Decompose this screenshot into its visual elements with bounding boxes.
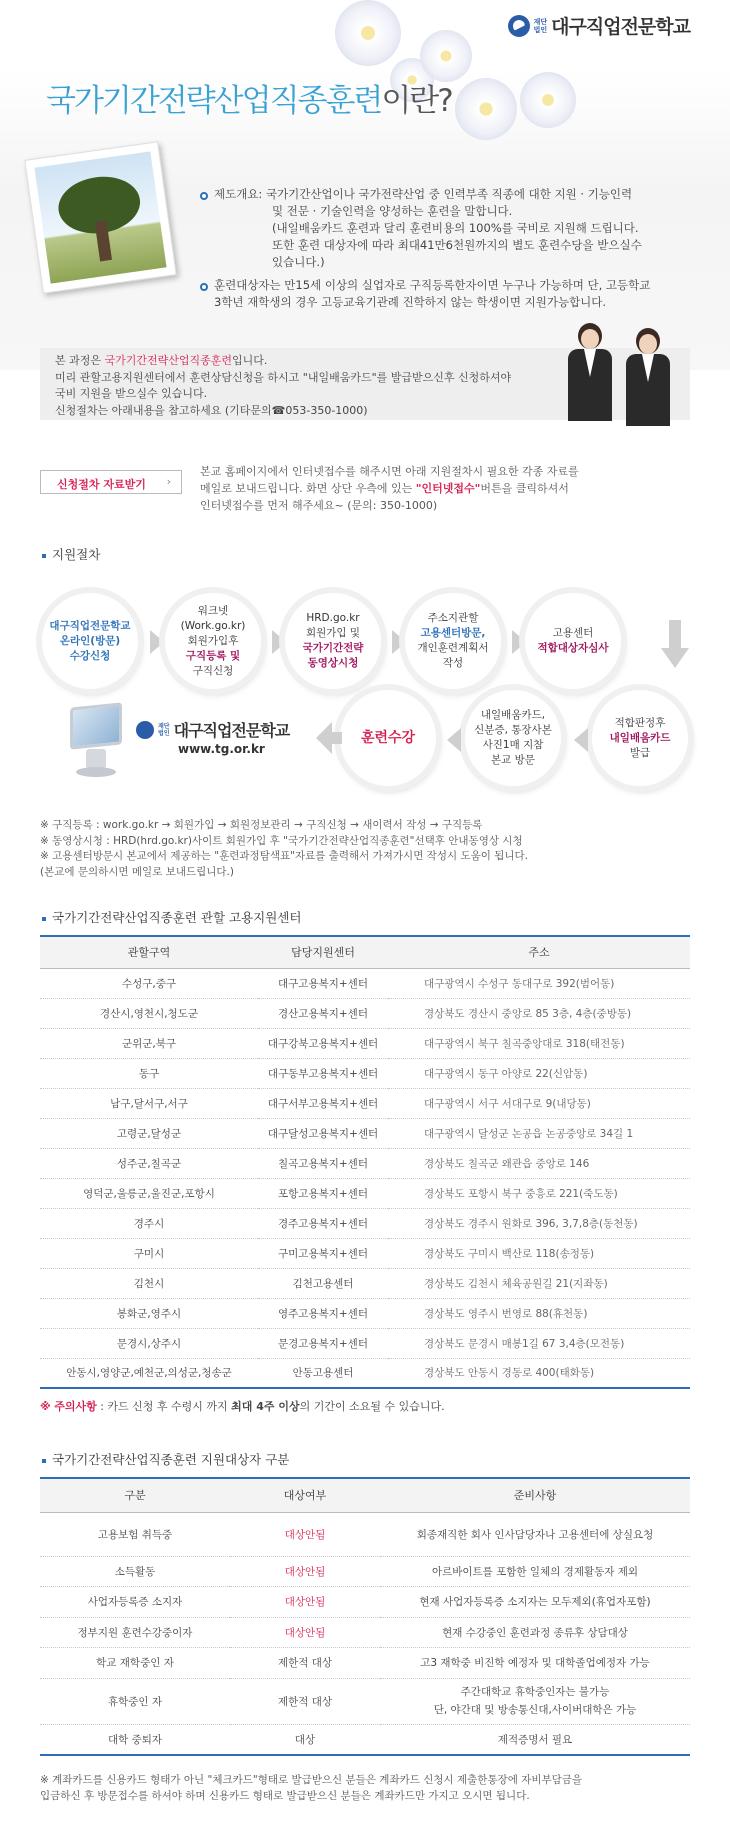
arrow-right-icon: [512, 630, 526, 654]
section-title-process: 지원절차: [42, 545, 100, 563]
text-line: 3학년 재학생의 경우 고등교육기관례 진학하지 않는 학생이면 지원가능합니다.: [214, 295, 607, 309]
table-row: [40, 1268, 690, 1298]
table-header: 준비사항: [380, 1478, 690, 1512]
table-row: [40, 1328, 690, 1358]
table-cell-address: 경상북도 포항시 북구 중흥로 221(죽도동): [388, 1178, 690, 1208]
text-line: (내일배움카드 훈련과 달리 훈련비용의 100%를 국비로 지원해 드립니다.: [272, 221, 639, 235]
table-cell-center: 김천고용센터: [258, 1268, 388, 1298]
text-line: 제도개요: 국가기간산업이나 국가전략산업 중 인력부족 직종에 대한 지원 · 기능인력: [214, 187, 633, 201]
school-url[interactable]: www.tg.or.kr: [178, 742, 265, 756]
table-cell-center: 영주고용복지+센터: [258, 1298, 388, 1328]
table-cell-center: 대구강북고용복지+센터: [258, 1028, 388, 1058]
table-cell-address: 경상북도 경주시 원화로 396, 3,7,8층(동천동): [388, 1208, 690, 1238]
text-line: 또한 훈련 대상자에 따라 최대41만6천원까지의 별도 훈련수당을 받으실수: [272, 238, 642, 252]
step-school-visit: [465, 690, 561, 786]
table-cell-area: 봉화군,영주시: [40, 1298, 258, 1328]
table-row: [40, 1238, 690, 1268]
table-cell-center: 대구고용복지+센터: [258, 968, 388, 998]
table-cell-preparation: 제적증명서 필요: [380, 1724, 690, 1755]
table-cell-preparation: 현재 사업자등록증 소지자는 모두제외(휴업자포함): [380, 1587, 690, 1618]
table-cell-preparation: 주간대학교 휴학중인자는 불가능 단, 야간대 및 방송통신대,사이버대학은 가능: [380, 1678, 690, 1724]
text-line: 있습니다.): [272, 255, 325, 269]
table-cell-category: 고용보험 취득중: [40, 1512, 230, 1556]
tree-photo: [24, 141, 176, 293]
notice-highlight: 국가기간전략산업직종훈련: [104, 354, 233, 367]
process-notes: ※ 구직등록 : work.go.kr → 회원가입 → 회원정보관리 → 구직신청 → 새이력서 작성 → 구직등록 ※ 동영상시청 : HRD(hrd.go.kr)사이트 회원가입 후 "국가기간전략산업직종훈련"선택후 안내동영상 시청 ※ 고용센터방문시 본교에서 제공하는 "훈련과정탐색표"자료를 출력해서 가져가시면 작성시 도움이 됩니다. (본교에 문의하시면 메일로 보내드립니다.): [40, 819, 528, 878]
step-worknet: [165, 593, 261, 689]
school-logo-secondary: 재단 법인 대구직업전문학교: [136, 718, 289, 741]
arrow-left-icon: [447, 728, 461, 752]
table-cell-area: 수성구,중구: [40, 968, 258, 998]
table-row: [40, 1028, 690, 1058]
table-cell-area: 군위군,북구: [40, 1028, 258, 1058]
table-cell-address: 경상북도 안동시 경동로 400(태화동): [388, 1358, 690, 1388]
step-text: 훈련수강: [360, 729, 416, 746]
step-text: 고용센터: [552, 627, 594, 639]
table-cell-preparation: 아르바이트를 포함한 일체의 경제활동자 제외: [380, 1556, 690, 1587]
table-row: [40, 1148, 690, 1178]
table-header: 구분: [40, 1478, 230, 1512]
step-text: 적합판정후: [614, 716, 666, 729]
table-cell-center: 대구동부고용복지+센터: [258, 1058, 388, 1088]
table-cell-area: 동구: [40, 1058, 258, 1088]
arrow-right-icon: [392, 630, 406, 654]
step-text: (Work.go.kr): [180, 619, 246, 632]
step-text: 대구직업전문학교: [49, 619, 131, 632]
table-cell-address: 경상북도 영주시 번영로 88(휴천동): [388, 1298, 690, 1328]
arrow-down-icon: [661, 620, 689, 670]
step-text: 개인훈련계획서: [417, 642, 489, 654]
school-logo[interactable]: [508, 12, 690, 39]
table-row: [40, 1178, 690, 1208]
step-text: 회원가입 및: [305, 627, 361, 639]
intro-item-overview: [214, 186, 642, 271]
bullet-icon: [200, 192, 208, 200]
table-cell-area: 영덕군,울릉군,울진군,포항시: [40, 1178, 258, 1208]
table-row: [40, 1587, 690, 1618]
table-row: [40, 1678, 690, 1724]
section-title-targets: 국가기간전략산업직종훈련 지원대상자 구분: [42, 1450, 289, 1468]
flower-decoration: [520, 72, 576, 128]
step-text: 국가기간전략: [302, 642, 364, 654]
table-cell-center: 포항고용복지+센터: [258, 1178, 388, 1208]
step-text: 주소지관할: [427, 612, 479, 624]
table-row: [40, 1617, 690, 1648]
internet-apply-highlight: "인터넷접수": [415, 482, 481, 495]
table-cell-category: 학교 재학중인 자: [40, 1648, 230, 1679]
table-cell-area: 문경시,상주시: [40, 1328, 258, 1358]
table-cell-area: 성주군,칠곡군: [40, 1148, 258, 1178]
step-text: 내일배움카드: [609, 731, 671, 744]
table-cell-preparation: 고3 재학중 비진학 예정자 및 대학졸업예정자 가능: [380, 1648, 690, 1679]
school-emblem-icon: [508, 15, 530, 37]
table-cell-center: 안동고용센터: [258, 1358, 388, 1388]
step-text: 회원가입후: [187, 634, 239, 647]
table-cell-center: 대구달성고용복지+센터: [258, 1118, 388, 1148]
table-row: [40, 1724, 690, 1755]
step-text: 내일배움카드,: [480, 709, 546, 721]
notice-line-1: 본 과정은 국가기간전략산업직종훈련입니다.: [55, 354, 268, 367]
table-cell-eligibility: 대상안됨: [230, 1587, 380, 1618]
table-header: 관할구역: [40, 936, 258, 968]
table-cell-category: 소득활동: [40, 1556, 230, 1587]
download-procedure-button[interactable]: [40, 470, 182, 494]
table-row: [40, 998, 690, 1028]
step-text: 구직신청: [192, 664, 234, 677]
download-description: 본교 홈페이지에서 인터넷접수를 해주시면 아래 지원절차시 필요한 각종 자료를 메일로 보내드립니다. 화면 상단 우측에 있는 "인터넷접수"버튼을 클릭하셔서 인터넷접수를 먼저 해주세요~ (문의: 350-1000): [200, 465, 579, 512]
table-row: [40, 1298, 690, 1328]
table-cell-preparation: 현재 수강중인 훈련과정 종류후 상담대상: [380, 1617, 690, 1648]
arrow-right-icon: [150, 630, 164, 654]
bullet-icon: [200, 283, 208, 291]
step-text: 고용센터방문,: [420, 627, 486, 639]
chevron-right-icon: ›: [166, 475, 171, 488]
arrow-right-icon: [272, 630, 286, 654]
title-rest: 이란?: [381, 83, 452, 119]
table-cell-category: 정부지원 훈련수강중이자: [40, 1617, 230, 1648]
step-text: 발급: [629, 746, 651, 759]
table-cell-eligibility: 대상안됨: [230, 1617, 380, 1648]
table-row: [40, 1556, 690, 1587]
arrow-left-icon: [574, 728, 588, 752]
flower-decoration: [455, 78, 517, 140]
text-line: 훈련대상자는 만15세 이상의 실업자로 구직등록한자이면 누구나 가능하며 단, 고등학교: [214, 278, 651, 292]
step-text: 워크넷: [197, 604, 229, 617]
computer-monitor-icon: [70, 705, 122, 777]
table-cell-category: 대학 중퇴자: [40, 1724, 230, 1755]
table-row: [40, 1088, 690, 1118]
table-header: 주소: [388, 936, 690, 968]
notice-line-4: 신청절차는 아래내용을 참고하세요 (기타문의☎053-350-1000): [55, 403, 368, 417]
page-title: [46, 75, 452, 120]
table-cell-area: 김천시: [40, 1268, 258, 1298]
table-row: [40, 1118, 690, 1148]
notice-line-2: 미리 관할고용지원센터에서 훈련상담신청을 하시고 "내일배움카드"를 발급받으신후 신청하셔야: [55, 370, 512, 384]
step-text: 온라인(방문): [59, 634, 121, 647]
table-cell-preparation: 회종재직한 회사 인사담당자나 고용센터에 상실요청: [380, 1512, 690, 1556]
step-text: 작성: [442, 657, 464, 669]
table-row: [40, 1058, 690, 1088]
footnote: ※ 계좌카드를 신용카드 형태가 아닌 "체크카드"형태로 발급받으신 분들은 계좌카드 신청시 제출한통장에 자비부담금을 입금하신 후 방문접수를 하셔야 하며 신용카드 형태로 발급받으신 분들은 계좌카드만 가지고 오시면 됩니다.: [40, 1774, 583, 1802]
arrow-left-large-icon: [316, 720, 342, 756]
table-cell-area: 구미시: [40, 1238, 258, 1268]
table-cell-eligibility: 대상안됨: [230, 1556, 380, 1587]
table-cell-address: 대구광역시 달성군 논공읍 논공중앙로 34길 1: [388, 1118, 690, 1148]
table-cell-center: 경산고용복지+센터: [258, 998, 388, 1028]
staff-person-image: [618, 328, 678, 426]
step-text: 신분증, 통장사본: [474, 724, 552, 736]
table-cell-eligibility: 제한적 대상: [230, 1678, 380, 1724]
table-cell-category: 사업자등록증 소지자: [40, 1587, 230, 1618]
table-row: [40, 968, 690, 998]
caution-note: ※ 주의사항 : 카드 신청 후 수령시 까지 최대 4주 이상의 기간이 소요될 수 있습니다.: [40, 1400, 445, 1413]
table-cell-center: 칠곡고용복지+센터: [258, 1148, 388, 1178]
step-eligibility-review: [525, 593, 621, 689]
table-cell-address: 경상북도 문경시 매봉1길 67 3,4층(모전동): [388, 1328, 690, 1358]
table-cell-center: 문경고용복지+센터: [258, 1328, 388, 1358]
step-text: 적합대상자심사: [537, 642, 609, 654]
step-text: 동영상시청: [307, 657, 359, 669]
eligibility-table: [40, 1477, 690, 1756]
step-text: 수강신청: [69, 649, 111, 662]
school-emblem-icon: [136, 721, 154, 739]
table-cell-address: 경상북도 경산시 중앙로 85 3층, 4층(중방동): [388, 998, 690, 1028]
table-cell-address: 경상북도 김천시 체육공원길 21(지좌동): [388, 1268, 690, 1298]
table-cell-category: 휴학중인 자: [40, 1678, 230, 1724]
intro-item-target: [214, 277, 650, 311]
table-cell-address: 대구광역시 북구 칠곡중앙대로 318(태전동): [388, 1028, 690, 1058]
table-cell-eligibility: 제한적 대상: [230, 1648, 380, 1679]
table-row: [40, 1358, 690, 1388]
step-text: 구직등록 및: [185, 649, 241, 662]
step-employment-center-visit: [405, 593, 501, 689]
table-row: [40, 1512, 690, 1556]
table-cell-area: 안동시,영양군,예천군,의성군,청송군: [40, 1358, 258, 1388]
table-row: [40, 1208, 690, 1238]
table-cell-eligibility: 대상안됨: [230, 1512, 380, 1556]
caution-label: 주의사항: [54, 1400, 97, 1413]
step-hrd: [285, 593, 381, 689]
table-header: 담당지원센터: [258, 936, 388, 968]
step-text: 사진1매 지참: [482, 739, 544, 751]
section-title-centers: 국가기간전략산업직종훈련 관할 고용지원센터: [42, 908, 301, 926]
table-cell-address: 대구광역시 서구 서대구로 9(내당동): [388, 1088, 690, 1118]
table-header: 대상여부: [230, 1478, 380, 1512]
table-cell-area: 남구,달서구,서구: [40, 1088, 258, 1118]
table-cell-address: 대구광역시 동구 아양로 22(신암동): [388, 1058, 690, 1088]
caution-duration: 최대 4주 이상: [231, 1400, 300, 1413]
table-cell-center: 대구서부고용복지+센터: [258, 1088, 388, 1118]
notice-line-3: 국비 지원을 받으실수 있습니다.: [55, 387, 208, 400]
logo-small-text: 재단 법인: [533, 17, 548, 34]
step-online-apply: [42, 593, 138, 689]
flower-decoration: [335, 0, 401, 66]
table-cell-center: 구미고용복지+센터: [258, 1238, 388, 1268]
step-training: [340, 690, 436, 786]
table-cell-center: 경주고용복지+센터: [258, 1208, 388, 1238]
staff-person-image: [560, 323, 620, 421]
logo-name: 대구직업전문학교: [551, 16, 690, 38]
table-cell-area: 경산시,영천시,청도군: [40, 998, 258, 1028]
download-button-label: 신청절차 자료받기: [57, 478, 146, 491]
table-cell-area: 고령군,달성군: [40, 1118, 258, 1148]
table-cell-area: 경주시: [40, 1208, 258, 1238]
table-cell-address: 경상북도 칠곡군 왜관읍 중앙로 146: [388, 1148, 690, 1178]
step-text: HRD.go.kr: [306, 612, 360, 624]
table-row: [40, 1648, 690, 1679]
table-cell-address: 대구광역시 수성구 동대구로 392(범어동): [388, 968, 690, 998]
text-line: 및 전문 · 기술인력을 양성하는 훈련을 말합니다.: [272, 204, 513, 218]
step-text: 본교 방문: [491, 754, 535, 766]
title-highlight: 국가기간전략산업직종훈련: [46, 83, 382, 119]
table-cell-address: 경상북도 구미시 백산로 118(송정동): [388, 1238, 690, 1268]
employment-centers-table: [40, 935, 690, 1389]
step-card-issue: [592, 690, 688, 786]
table-cell-eligibility: 대상: [230, 1724, 380, 1755]
